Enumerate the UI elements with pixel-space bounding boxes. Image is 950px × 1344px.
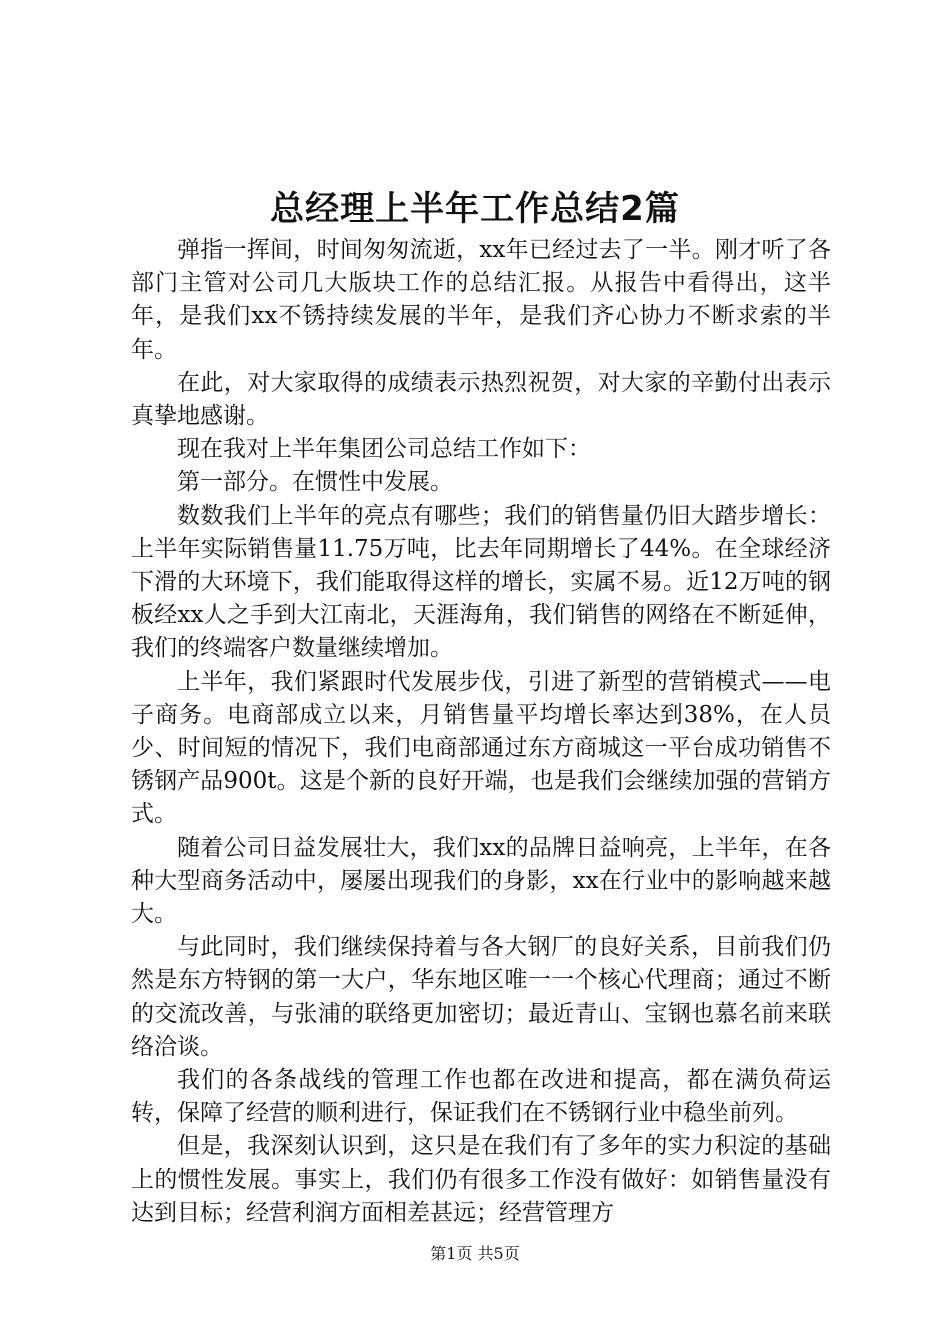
paragraph: 第一部分。在惯性中发展。	[177, 469, 453, 496]
paragraph: 与此同时，我们继续保持着与各大钢厂的良好关系，目前我们仍然是东方特钢的第一大户，华东地区唯一一个核心代理商；通过不断的交流改善，与张浦的联络更加密切；最近青山、宝钢也慕名前来联络洽谈。	[131, 934, 831, 1060]
page-indicator: 第1页 共5页	[430, 1244, 520, 1263]
paragraph: 现在我对上半年集团公司总结工作如下：	[177, 436, 591, 463]
document-body	[131, 234, 831, 1230]
document-title: 总经理上半年工作总结2篇	[270, 189, 680, 229]
page-footer	[0, 1242, 950, 1266]
paragraph: 在此，对大家取得的成绩表示热烈祝贺，对大家的辛勤付出表示真挚地感谢。	[131, 369, 831, 430]
paragraph: 我们的各条战线的管理工作也都在改进和提高，都在满负荷运转，保障了经营的顺利进行，保证我们在不锈钢行业中稳坐前列。	[131, 1067, 831, 1127]
paragraph: 上半年，我们紧跟时代发展步伐，引进了新型的营销模式——电子商务。电商部成立以来，月销售量平均增长率达到38%，在人员少、时间短的情况下，我们电商部通过东方商城这一平台成功销售不锈钢产品900t。这是个新的良好开端，也是我们会继续加强的营销方式。	[131, 668, 831, 828]
paragraph: 随着公司日益发展壮大，我们xx的品牌日益响亮，上半年，在各种大型商务活动中，屡屡出现我们的身影，xx在行业中的影响越来越大。	[131, 834, 831, 928]
paragraph: 但是，我深刻认识到，这只是在我们有了多年的实力积淀的基础上的惯性发展。事实上，我们仍有很多工作没有做好：如销售量没有达到目标；经营利润方面相差甚远；经营管理方	[131, 1133, 831, 1226]
paragraph: 弹指一挥间，时间匆匆流逝，xx年已经过去了一半。刚才听了各部门主管对公司几大版块工作的总结汇报。从报告中看得出，这半年，是我们xx不锈持续发展的半年，是我们齐心协力不断求索的半年。	[131, 237, 831, 363]
paragraph: 数数我们上半年的亮点有哪些；我们的销售量仍旧大踏步增长：上半年实际销售量11.75万吨，比去年同期增长了44%。在全球经济下滑的大环境下，我们能取得这样的增长，实属不易。近12万吨的钢板经xx人之手到大江南北，天涯海角，我们销售的网络在不断延伸，我们的终端客户数量继续增加。	[131, 502, 831, 662]
